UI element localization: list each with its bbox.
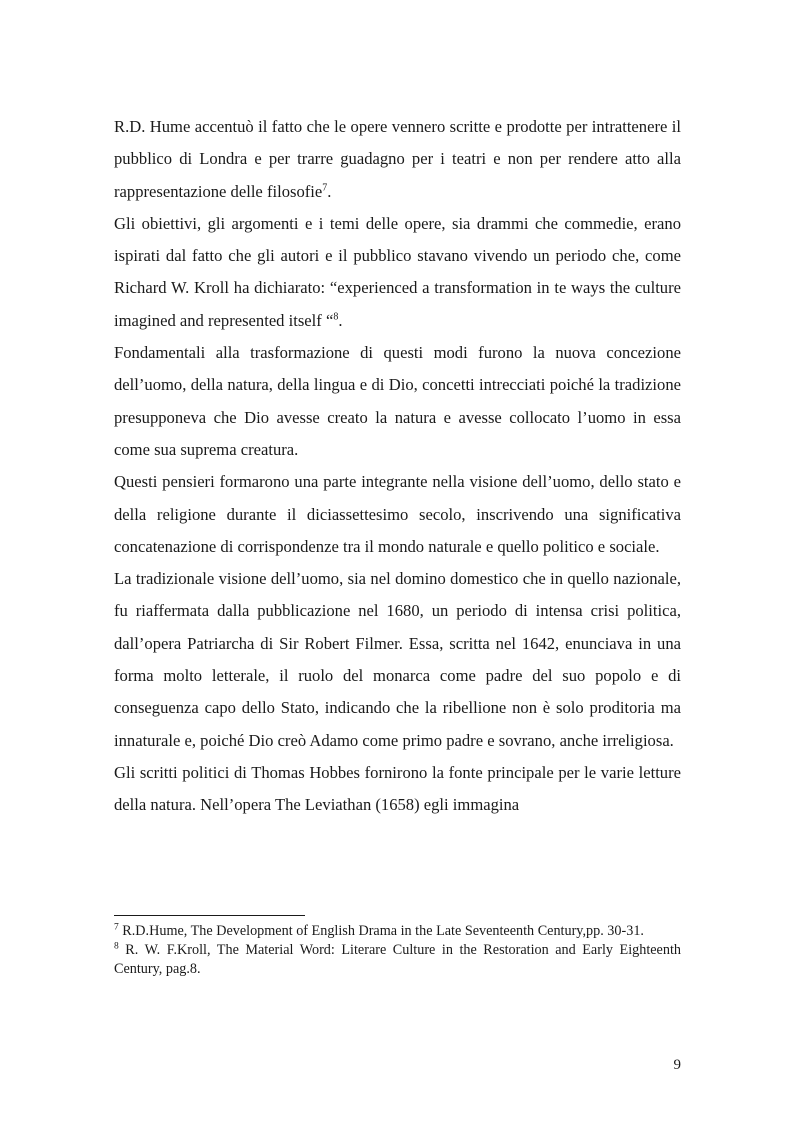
paragraph-5: La tradizionale visione dell’uomo, sia nel domino domestico che in quello nazionale, fu riaffermata dalla pubblicazione nel 1680, un periodo di intensa crisi politica, dall’opera Patriarcha di Sir Robert Filmer. Essa, scritta nel 1642, enunciava in una forma molto letterale, il ruolo del monarca come padre del suo popolo e di conseguenza capo dello Stato, indicando che la ribellione non è solo proditoria ma innaturale e, poiché Dio creò Adamo come primo padre e sovrano, anche irreligiosa. xyxy=(114,569,681,750)
paragraph-4: Questi pensieri formarono una parte integrante nella visione dell’uomo, dello stato e della religione durante il diciassettesimo secolo, inscrivendo una significativa concatenazione di corrispondenze tra il mondo naturale e quello politico e sociale. xyxy=(114,472,681,556)
paragraph-3: Fondamentali alla trasformazione di questi modi furono la nuova concezione dell’uomo, della natura, della lingua e di Dio, concetti intrecciati poiché la tradizione presupponeva che Dio avesse creato la natura e avesse collocato l’uomo in essa come sua suprema creatura. xyxy=(114,343,681,459)
page-number: 9 xyxy=(673,1057,681,1073)
footnote-ref-7: 7 xyxy=(322,182,328,194)
body-text xyxy=(114,111,681,822)
footnote-separator xyxy=(114,915,305,916)
paragraph-2: Gli obiettivi, gli argomenti e i temi delle opere, sia drammi che commedie, erano ispirati dal fatto che gli autori e il pubblico stavano vivendo un periodo che, come Richard W. Kroll ha dichiarato: “experienced a transformation in te ways the culture imagined and represented itself “$^8$. xyxy=(114,213,681,330)
footnote-ref-8: 8 xyxy=(333,311,339,323)
footnote-7: $^7$ R.D.Hume, The Development of English Drama in the Late Seventeenth Century,pp. 30-31. xyxy=(114,922,644,939)
paragraph-1: R.D. Hume accentuò il fatto che le opere vennero scritte e prodotte per intrattenere il pubblico di Londra e per trarre guadagno per i teatri e non per rendere atto alla rappresentazione delle filosofie$^7$. xyxy=(114,117,681,201)
footnote-8: $^8$ R. W. F.Kroll, The Material Word: Literare Culture in the Restoration and Early Eighteenth Century, pag.8. xyxy=(114,941,681,977)
paragraph-6: Gli scritti politici di Thomas Hobbes fornirono la fonte principale per le varie letture della natura. Nell’opera The Leviathan (1658) egli immagina xyxy=(114,762,681,815)
footnotes xyxy=(114,922,681,979)
